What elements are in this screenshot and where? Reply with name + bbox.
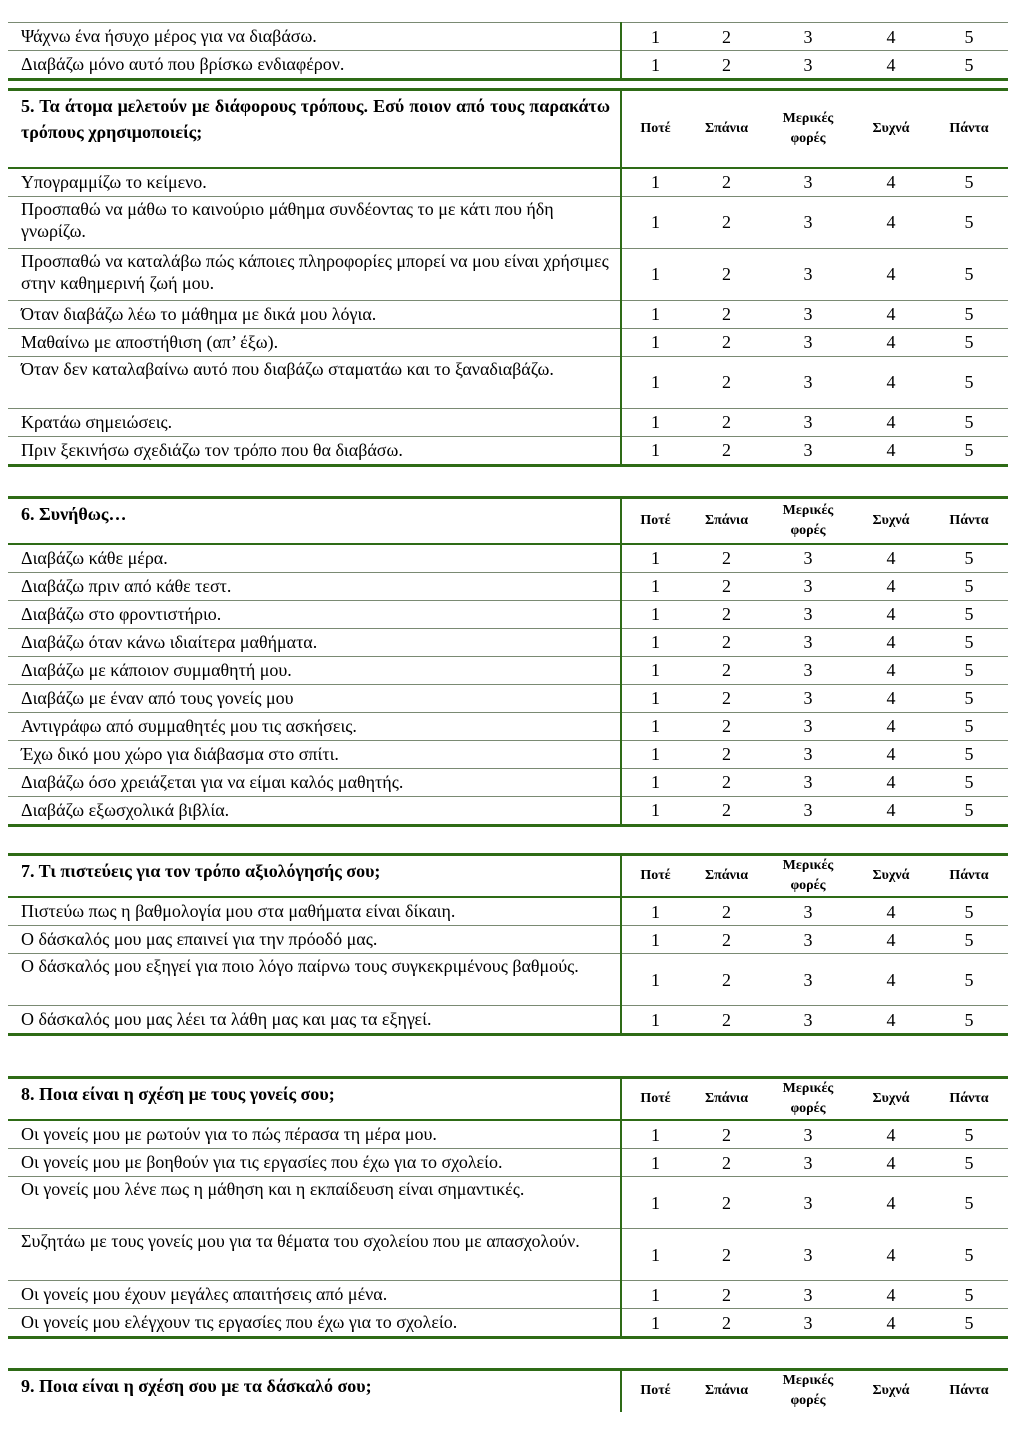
question-text: Ο δάσκαλός μου μας επαινεί για την πρόοδό μας. — [8, 926, 621, 954]
option-sometimes-header — [764, 90, 852, 168]
rating-option-4[interactable]: 4 — [852, 1149, 930, 1177]
rating-option-4[interactable]: 4 — [852, 1006, 930, 1035]
rating-option-1[interactable]: 1 — [621, 1149, 689, 1177]
question-row — [8, 1120, 1008, 1149]
rating-option-2[interactable]: 2 — [689, 1120, 764, 1149]
rating-option-4[interactable]: 4 — [852, 1229, 930, 1281]
rating-option-2[interactable]: 2 — [689, 572, 764, 600]
rating-option-4[interactable]: 4 — [852, 51, 930, 80]
option-sometimes-header — [764, 1370, 852, 1412]
rating-option-1[interactable]: 1 — [621, 954, 689, 1006]
question-row — [8, 168, 1008, 197]
option-often-header: Συχνά — [872, 1091, 910, 1106]
question-text: Μαθαίνω με αποστήθιση (απ’ έξω). — [8, 328, 621, 356]
rating-option-5[interactable]: 5 — [930, 51, 1008, 80]
rating-option-5[interactable]: 5 — [930, 684, 1008, 712]
rating-option-1[interactable]: 1 — [621, 1229, 689, 1281]
rating-option-3[interactable]: 3 — [764, 544, 852, 573]
section-title: 8. Ποια είναι η σχέση με τους γονείς σου; — [8, 1078, 621, 1121]
question-row — [8, 328, 1008, 356]
rating-option-4[interactable]: 4 — [852, 1309, 930, 1338]
section-title: 5. Τα άτομα μελετούν με διάφορους τρόπους. Εσύ ποιον από τους παρακάτω τρόπους χρησιμοποιείς; — [8, 90, 621, 168]
question-text: Διαβάζω στο φροντιστήριο. — [8, 600, 621, 628]
rating-option-2[interactable]: 2 — [689, 1309, 764, 1338]
option-never-header: Ποτέ — [640, 868, 671, 883]
question-row — [8, 1006, 1008, 1035]
rating-option-4[interactable]: 4 — [852, 356, 930, 408]
section-header-row — [8, 90, 1008, 168]
option-often-header: Συχνά — [872, 512, 910, 528]
rating-option-1[interactable]: 1 — [621, 300, 689, 328]
rating-option-2[interactable]: 2 — [689, 436, 764, 465]
question-row — [8, 1177, 1008, 1229]
rating-option-4[interactable]: 4 — [852, 712, 930, 740]
rating-option-5[interactable]: 5 — [930, 1120, 1008, 1149]
option-rarely-header: Σπάνια — [704, 1383, 749, 1399]
rating-option-3[interactable]: 3 — [764, 51, 852, 80]
rating-option-2[interactable]: 2 — [689, 51, 764, 80]
rating-option-5[interactable]: 5 — [930, 768, 1008, 796]
question-row — [8, 1149, 1008, 1177]
question-row — [8, 300, 1008, 328]
question-row — [8, 23, 1008, 51]
rating-option-5[interactable]: 5 — [930, 740, 1008, 768]
rating-option-4[interactable]: 4 — [852, 656, 930, 684]
question-row — [8, 600, 1008, 628]
rating-option-2[interactable]: 2 — [689, 300, 764, 328]
rating-option-4[interactable]: 4 — [852, 23, 930, 51]
rating-option-1[interactable]: 1 — [621, 356, 689, 408]
rating-option-4[interactable]: 4 — [852, 796, 930, 825]
rating-option-1[interactable]: 1 — [621, 656, 689, 684]
option-often-header: Συχνά — [872, 868, 910, 883]
rating-option-4[interactable]: 4 — [852, 408, 930, 436]
option-always-header: Πάντα — [949, 1383, 989, 1399]
option-never-header: Ποτέ — [640, 120, 671, 136]
rating-option-1[interactable]: 1 — [621, 796, 689, 825]
option-sometimes-line2: φορές — [790, 1393, 826, 1409]
rating-option-3[interactable]: 3 — [764, 926, 852, 954]
rating-option-3[interactable]: 3 — [764, 196, 852, 248]
section-header-row — [8, 498, 1008, 544]
rating-option-3[interactable]: 3 — [764, 408, 852, 436]
rating-option-2[interactable]: 2 — [689, 600, 764, 628]
rating-option-2[interactable]: 2 — [689, 926, 764, 954]
option-always-header: Πάντα — [949, 120, 989, 136]
rating-option-5[interactable]: 5 — [930, 628, 1008, 656]
rating-option-2[interactable]: 2 — [689, 1281, 764, 1309]
section-header-row — [8, 1078, 1008, 1121]
rating-option-1[interactable]: 1 — [621, 196, 689, 248]
rating-option-3[interactable]: 3 — [764, 23, 852, 51]
rating-option-5[interactable]: 5 — [930, 23, 1008, 51]
option-never-header: Ποτέ — [640, 1091, 671, 1106]
rating-option-5[interactable]: 5 — [930, 436, 1008, 465]
question-row — [8, 684, 1008, 712]
rating-option-3[interactable]: 3 — [764, 768, 852, 796]
option-often-header: Συχνά — [872, 1383, 910, 1399]
section-header-row — [8, 855, 1008, 898]
section-title: 7. Τι πιστεύεις για τον τρόπο αξιολόγησής σου; — [8, 855, 621, 898]
question-row — [8, 768, 1008, 796]
question-text: Διαβάζω όσο χρειάζεται για να είμαι καλός μαθητής. — [8, 768, 621, 796]
rating-option-3[interactable]: 3 — [764, 656, 852, 684]
rating-option-1[interactable]: 1 — [621, 1309, 689, 1338]
rating-option-2[interactable]: 2 — [689, 23, 764, 51]
question-text: Συζητάω με τους γονείς μου για τα θέματα του σχολείου που με απασχολούν. — [8, 1229, 621, 1281]
rating-option-1[interactable]: 1 — [621, 1281, 689, 1309]
rating-option-2[interactable]: 2 — [689, 356, 764, 408]
rating-option-5[interactable]: 5 — [930, 544, 1008, 573]
rating-option-5[interactable]: 5 — [930, 196, 1008, 248]
rating-option-5[interactable]: 5 — [930, 712, 1008, 740]
rating-option-4[interactable]: 4 — [852, 926, 930, 954]
rating-option-1[interactable]: 1 — [621, 897, 689, 926]
rating-option-2[interactable]: 2 — [689, 168, 764, 197]
rating-option-4[interactable]: 4 — [852, 196, 930, 248]
rating-option-4[interactable]: 4 — [852, 600, 930, 628]
rating-option-1[interactable]: 1 — [621, 572, 689, 600]
rating-option-1[interactable]: 1 — [621, 328, 689, 356]
rating-option-1[interactable]: 1 — [621, 408, 689, 436]
rating-option-4[interactable]: 4 — [852, 544, 930, 573]
rating-option-5[interactable]: 5 — [930, 1309, 1008, 1338]
rating-option-5[interactable]: 5 — [930, 300, 1008, 328]
rating-option-3[interactable]: 3 — [764, 628, 852, 656]
rating-option-3[interactable]: 3 — [764, 954, 852, 1006]
rating-option-5[interactable]: 5 — [930, 356, 1008, 408]
question-text: Όταν δεν καταλαβαίνω αυτό που διαβάζω σταματάω και το ξαναδιαβάζω. — [8, 356, 621, 408]
rating-option-1[interactable]: 1 — [621, 436, 689, 465]
rating-option-3[interactable]: 3 — [764, 572, 852, 600]
option-always-header: Πάντα — [949, 1091, 989, 1106]
question-row — [8, 408, 1008, 436]
option-never-header: Ποτέ — [640, 1383, 671, 1399]
question-text: Όταν διαβάζω λέω το μάθημα με δικά μου λόγια. — [8, 300, 621, 328]
rating-option-1[interactable]: 1 — [621, 23, 689, 51]
rating-option-4[interactable]: 4 — [852, 684, 930, 712]
rating-option-3[interactable]: 3 — [764, 684, 852, 712]
rating-option-2[interactable]: 2 — [689, 408, 764, 436]
rating-option-2[interactable]: 2 — [689, 712, 764, 740]
rating-option-2[interactable]: 2 — [689, 740, 764, 768]
option-always-header: Πάντα — [949, 512, 989, 528]
rating-option-4[interactable]: 4 — [852, 954, 930, 1006]
rating-option-4[interactable]: 4 — [852, 300, 930, 328]
rating-option-2[interactable]: 2 — [689, 628, 764, 656]
option-sometimes-header — [764, 498, 852, 544]
rating-option-3[interactable]: 3 — [764, 1309, 852, 1338]
rating-option-2[interactable]: 2 — [689, 1229, 764, 1281]
question-row — [8, 740, 1008, 768]
question-row — [8, 544, 1008, 573]
option-sometimes-line1: Μερικές — [782, 502, 834, 518]
option-sometimes-line1: Μερικές — [782, 110, 834, 126]
question-text: Διαβάζω κάθε μέρα. — [8, 544, 621, 573]
question-row — [8, 1281, 1008, 1309]
rating-option-3[interactable]: 3 — [764, 600, 852, 628]
rating-option-2[interactable]: 2 — [689, 328, 764, 356]
section-title: 9. Ποια είναι η σχέση σου με τα δάσκαλό σου; — [8, 1370, 621, 1412]
question-row — [8, 572, 1008, 600]
rating-option-2[interactable]: 2 — [689, 897, 764, 926]
rating-option-4[interactable]: 4 — [852, 572, 930, 600]
rating-option-1[interactable]: 1 — [621, 168, 689, 197]
rating-option-3[interactable]: 3 — [764, 328, 852, 356]
rating-option-1[interactable]: 1 — [621, 1177, 689, 1229]
question-row — [8, 51, 1008, 80]
rating-option-1[interactable]: 1 — [621, 628, 689, 656]
question-row — [8, 248, 1008, 300]
question-text: Διαβάζω μόνο αυτό που βρίσκω ενδιαφέρον. — [8, 51, 621, 80]
option-sometimes-header — [764, 1078, 852, 1121]
rating-option-5[interactable]: 5 — [930, 897, 1008, 926]
question-text: Οι γονείς μου έχουν μεγάλες απαιτήσεις από μένα. — [8, 1281, 621, 1309]
rating-option-2[interactable]: 2 — [689, 248, 764, 300]
rating-option-3[interactable]: 3 — [764, 712, 852, 740]
question-text: Οι γονείς μου με βοηθούν για τις εργασίες που έχω για το σχολείο. — [8, 1149, 621, 1177]
question-text: Οι γονείς μου ελέγχουν τις εργασίες που έχω για το σχολείο. — [8, 1309, 621, 1338]
rating-option-5[interactable]: 5 — [930, 600, 1008, 628]
rating-option-3[interactable]: 3 — [764, 1006, 852, 1035]
rating-option-5[interactable]: 5 — [930, 1006, 1008, 1035]
rating-option-4[interactable]: 4 — [852, 436, 930, 465]
rating-option-3[interactable]: 3 — [764, 300, 852, 328]
rating-option-3[interactable]: 3 — [764, 248, 852, 300]
option-always-header: Πάντα — [949, 868, 989, 883]
question-text: Κρατάω σημειώσεις. — [8, 408, 621, 436]
rating-option-4[interactable]: 4 — [852, 1120, 930, 1149]
option-never-header: Ποτέ — [640, 512, 671, 528]
rating-option-5[interactable]: 5 — [930, 572, 1008, 600]
rating-option-4[interactable]: 4 — [852, 1177, 930, 1229]
rating-option-3[interactable]: 3 — [764, 897, 852, 926]
rating-option-4[interactable]: 4 — [852, 628, 930, 656]
section-header-row — [8, 1370, 1008, 1412]
option-rarely-header: Σπάνια — [704, 868, 749, 883]
question-row — [8, 1309, 1008, 1338]
rating-option-1[interactable]: 1 — [621, 712, 689, 740]
rating-option-5[interactable]: 5 — [930, 168, 1008, 197]
question-text: Προσπαθώ να μάθω το καινούριο μάθημα συνδέοντας το με κάτι που ήδη γνωρίζω. — [8, 196, 621, 248]
option-often-header: Συχνά — [872, 120, 910, 136]
rating-option-5[interactable]: 5 — [930, 954, 1008, 1006]
question-text: Έχω δικό μου χώρο για διάβασμα στο σπίτι. — [8, 740, 621, 768]
section-4-tail-table — [8, 22, 1008, 81]
question-row — [8, 954, 1008, 1006]
rating-option-1[interactable]: 1 — [621, 600, 689, 628]
question-row — [8, 356, 1008, 408]
rating-option-2[interactable]: 2 — [689, 544, 764, 573]
question-row — [8, 926, 1008, 954]
question-text: Οι γονείς μου με ρωτούν για το πώς πέρασα τη μέρα μου. — [8, 1120, 621, 1149]
rating-option-1[interactable]: 1 — [621, 1006, 689, 1035]
question-text: Ο δάσκαλός μου εξηγεί για ποιο λόγο παίρνω τους συγκεκριμένους βαθμούς. — [8, 954, 621, 1006]
rating-option-4[interactable]: 4 — [852, 168, 930, 197]
section-8-table — [8, 1076, 1008, 1339]
rating-option-2[interactable]: 2 — [689, 768, 764, 796]
rating-option-1[interactable]: 1 — [621, 768, 689, 796]
rating-option-1[interactable]: 1 — [621, 684, 689, 712]
rating-option-4[interactable]: 4 — [852, 248, 930, 300]
rating-option-5[interactable]: 5 — [930, 656, 1008, 684]
rating-option-2[interactable]: 2 — [689, 196, 764, 248]
rating-option-5[interactable]: 5 — [930, 1229, 1008, 1281]
question-text: Ο δάσκαλός μου μας λέει τα λάθη μας και μας τα εξηγεί. — [8, 1006, 621, 1035]
option-sometimes-line1: Μερικές — [782, 858, 834, 873]
rating-option-5[interactable]: 5 — [930, 1177, 1008, 1229]
rating-option-4[interactable]: 4 — [852, 897, 930, 926]
option-rarely-header: Σπάνια — [704, 1091, 749, 1106]
question-row — [8, 656, 1008, 684]
option-sometimes-line2: φορές — [790, 878, 826, 893]
rating-option-3[interactable]: 3 — [764, 796, 852, 825]
rating-option-4[interactable]: 4 — [852, 1281, 930, 1309]
rating-option-2[interactable]: 2 — [689, 1177, 764, 1229]
question-row — [8, 436, 1008, 465]
rating-option-2[interactable]: 2 — [689, 656, 764, 684]
question-row — [8, 897, 1008, 926]
section-9-table — [8, 1368, 1008, 1412]
option-sometimes-line2: φορές — [790, 522, 826, 538]
rating-option-5[interactable]: 5 — [930, 1149, 1008, 1177]
rating-option-2[interactable]: 2 — [689, 796, 764, 825]
question-text: Προσπαθώ να καταλάβω πώς κάποιες πληροφορίες μπορεί να μου είναι χρήσιμες στην καθημερινή ζωή μου. — [8, 248, 621, 300]
section-5-table — [8, 88, 1008, 467]
rating-option-5[interactable]: 5 — [930, 1281, 1008, 1309]
question-text: Πριν ξεκινήσω σχεδιάζω τον τρόπο που θα διαβάσω. — [8, 436, 621, 465]
option-sometimes-line1: Μερικές — [782, 1373, 834, 1389]
rating-option-2[interactable]: 2 — [689, 954, 764, 1006]
rating-option-3[interactable]: 3 — [764, 1177, 852, 1229]
rating-option-3[interactable]: 3 — [764, 740, 852, 768]
rating-option-3[interactable]: 3 — [764, 356, 852, 408]
option-sometimes-line2: φορές — [790, 130, 826, 146]
question-text: Ψάχνω ένα ήσυχο μέρος για να διαβάσω. — [8, 23, 621, 51]
question-text: Διαβάζω με κάποιον συμμαθητή μου. — [8, 656, 621, 684]
rating-option-3[interactable]: 3 — [764, 436, 852, 465]
section-title: 6. Συνήθως… — [8, 498, 621, 544]
rating-option-1[interactable]: 1 — [621, 1120, 689, 1149]
rating-option-4[interactable]: 4 — [852, 768, 930, 796]
rating-option-2[interactable]: 2 — [689, 1149, 764, 1177]
question-text: Αντιγράφω από συμμαθητές μου τις ασκήσεις. — [8, 712, 621, 740]
option-sometimes-line1: Μερικές — [782, 1081, 834, 1096]
rating-option-5[interactable]: 5 — [930, 796, 1008, 825]
question-text: Πιστεύω πως η βαθμολογία μου στα μαθήματα είναι δίκαιη. — [8, 897, 621, 926]
question-text: Διαβάζω εξωσχολικά βιβλία. — [8, 796, 621, 825]
section-7-table — [8, 853, 1008, 1036]
question-text: Οι γονείς μου λένε πως η μάθηση και η εκπαίδευση είναι σημαντικές. — [8, 1177, 621, 1229]
option-rarely-header: Σπάνια — [704, 120, 749, 136]
rating-option-1[interactable]: 1 — [621, 544, 689, 573]
rating-option-4[interactable]: 4 — [852, 740, 930, 768]
rating-option-4[interactable]: 4 — [852, 328, 930, 356]
option-rarely-header: Σπάνια — [704, 512, 749, 528]
option-sometimes-header — [764, 855, 852, 898]
question-row — [8, 796, 1008, 825]
rating-option-3[interactable]: 3 — [764, 1120, 852, 1149]
rating-option-5[interactable]: 5 — [930, 926, 1008, 954]
rating-option-5[interactable]: 5 — [930, 328, 1008, 356]
rating-option-2[interactable]: 2 — [689, 1006, 764, 1035]
question-row — [8, 1229, 1008, 1281]
question-row — [8, 628, 1008, 656]
rating-option-1[interactable]: 1 — [621, 248, 689, 300]
rating-option-5[interactable]: 5 — [930, 408, 1008, 436]
rating-option-2[interactable]: 2 — [689, 684, 764, 712]
rating-option-1[interactable]: 1 — [621, 926, 689, 954]
rating-option-3[interactable]: 3 — [764, 1281, 852, 1309]
rating-option-1[interactable]: 1 — [621, 51, 689, 80]
question-row — [8, 712, 1008, 740]
question-text: Διαβάζω πριν από κάθε τεστ. — [8, 572, 621, 600]
section-6-table — [8, 496, 1008, 827]
rating-option-5[interactable]: 5 — [930, 248, 1008, 300]
option-sometimes-line2: φορές — [790, 1101, 826, 1116]
rating-option-3[interactable]: 3 — [764, 168, 852, 197]
question-row — [8, 196, 1008, 248]
rating-option-1[interactable]: 1 — [621, 740, 689, 768]
question-text: Υπογραμμίζω το κείμενο. — [8, 168, 621, 197]
question-text: Διαβάζω με έναν από τους γονείς μου — [8, 684, 621, 712]
rating-option-3[interactable]: 3 — [764, 1229, 852, 1281]
question-text: Διαβάζω όταν κάνω ιδιαίτερα μαθήματα. — [8, 628, 621, 656]
rating-option-3[interactable]: 3 — [764, 1149, 852, 1177]
